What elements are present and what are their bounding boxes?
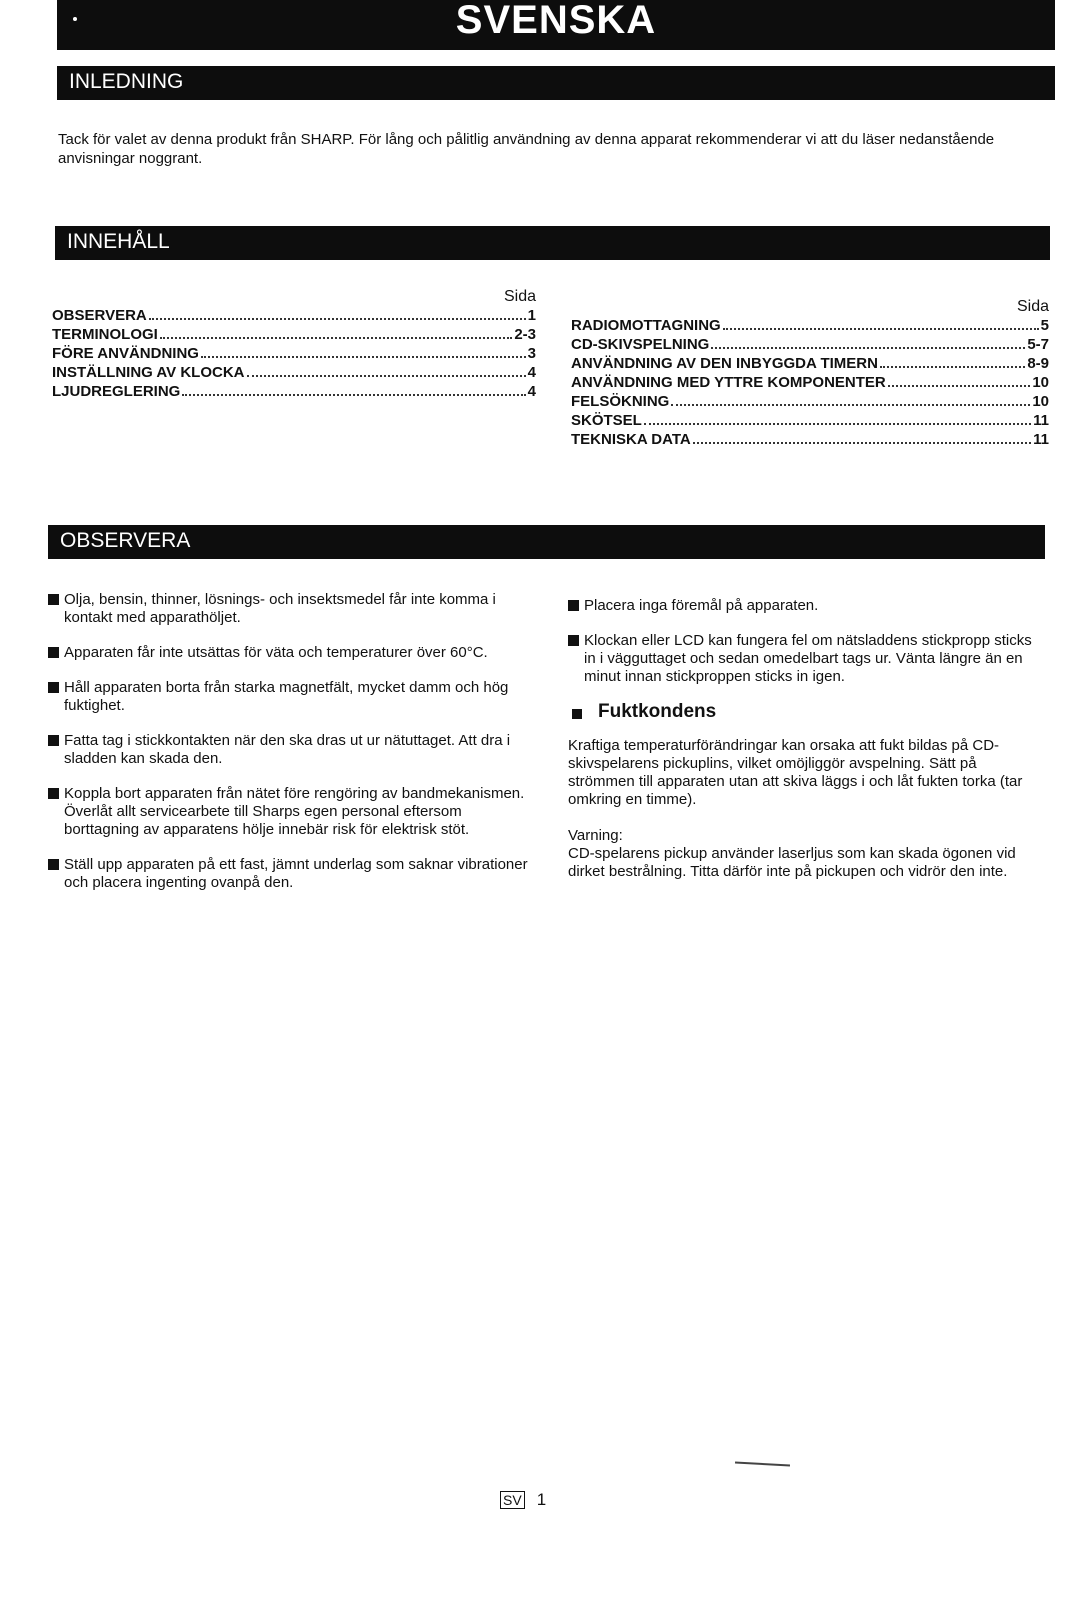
bullet-text: Koppla bort apparaten från nätet före rengöring av bandmekanismen. Överlåt allt servicearbete till Sharps egen personal eftersom borttagning av apparatens hölje innebär risk för elektrisk stöt.: [64, 785, 525, 838]
toc-entry-label: CD-SKIVSPELNING: [571, 336, 710, 353]
observera-bullet-item: [48, 856, 530, 892]
toc-entry-label: RADIOMOTTAGNING: [571, 317, 721, 334]
toc-entry: [52, 306, 536, 325]
page-title-banner: [57, 0, 1055, 50]
square-bullet-icon: [48, 735, 59, 746]
observera-left-column: [48, 591, 530, 909]
fuktkondens-text: Kraftiga temperaturförändringar kan orsaka att fukt bildas på CD-skivspelarens pickuplins, vilket omöjliggör avspelning. Sätt på strömmen till apparaten utan att skiva läggs i och låt fukten torka (tar omkring en timme).: [568, 737, 1023, 808]
bullet-text: Placera inga föremål på apparaten.: [584, 597, 819, 614]
toc-entry: [571, 392, 1049, 411]
intro-paragraph: Tack för valet av denna produkt från SHARP. För lång och pålitlig användning av denna apparat rekommenderar vi att du läser nedanstående anvisningar noggrant.: [58, 131, 995, 167]
toc-dot-leader: [160, 325, 512, 339]
toc-entry-page: 2-3: [514, 326, 536, 343]
toc-entry-page: 3: [527, 345, 536, 362]
toc-entry-page: 1: [527, 307, 536, 324]
toc-entry-page: 4: [527, 364, 536, 381]
toc-dot-leader: [247, 363, 526, 377]
toc-dot-leader: [693, 430, 1031, 444]
scan-smudge-mark: [735, 1462, 790, 1467]
toc-entry-page: 11: [1033, 412, 1049, 429]
toc-entry-page: 11: [1033, 431, 1049, 448]
varning-title: Varning:: [568, 827, 623, 844]
toc-entry-label: OBSERVERA: [52, 307, 147, 324]
observera-bullet-item: [48, 591, 530, 627]
toc-entry: [52, 344, 536, 363]
toc-left-list: [52, 306, 536, 401]
toc-entry-label: ANVÄNDNING AV DEN INBYGGDA TIMERN: [571, 355, 878, 372]
toc-entry: [571, 373, 1049, 392]
observera-right-list: [568, 597, 1042, 686]
toc-dot-leader: [723, 316, 1039, 330]
toc-entry-page: 4: [527, 383, 536, 400]
toc-entry-label: INSTÄLLNING AV KLOCKA: [52, 364, 245, 381]
toc-entry: [571, 411, 1049, 430]
square-bullet-icon: [48, 682, 59, 693]
toc-entry: [571, 430, 1049, 449]
section-title-innehall: INNEHÅLL: [67, 230, 170, 253]
toc-entry-label: FÖRE ANVÄNDNING: [52, 345, 199, 362]
toc-dot-leader: [182, 382, 525, 396]
square-bullet-icon: [48, 594, 59, 605]
toc-entry-label: FELSÖKNING: [571, 393, 670, 410]
fuktkondens-heading: [568, 703, 1042, 721]
observera-bullet-item: [48, 679, 530, 715]
square-bullet-icon: [568, 635, 579, 646]
observera-right-column: [568, 597, 1042, 899]
square-bullet-icon: [48, 788, 59, 799]
toc-entry: [571, 354, 1049, 373]
language-badge: SV: [500, 1491, 525, 1509]
toc-dot-leader: [711, 335, 1025, 349]
toc-dot-leader: [644, 411, 1031, 425]
toc-entry: [52, 382, 536, 401]
toc-dot-leader: [671, 392, 1030, 406]
bullet-text: Olja, bensin, thinner, lösnings- och insektsmedel får inte komma i kontakt med apparathöljet.: [64, 591, 496, 626]
observera-bullet-item: [48, 732, 530, 768]
toc-entry: [52, 363, 536, 382]
toc-page-label: Sida: [503, 288, 536, 305]
toc-entry-page: 10: [1032, 374, 1049, 391]
fuktkondens-title: Fuktkondens: [598, 701, 717, 722]
toc-entry: [52, 325, 536, 344]
toc-right-list: [571, 316, 1049, 449]
square-bullet-icon: [48, 859, 59, 870]
square-bullet-icon: [48, 647, 59, 658]
bullet-text: Klockan eller LCD kan fungera fel om nätsladdens stickpropp sticks in i vägguttaget och sedan omedelbart tags ur. Vänta längre än en minut innan stickproppen sticks in igen.: [584, 632, 1032, 685]
toc-entry-page: 8-9: [1027, 355, 1049, 372]
square-bullet-icon: [568, 600, 579, 611]
toc-page-label: Sida: [1016, 298, 1049, 315]
section-title-inledning: INLEDNING: [69, 70, 184, 93]
observera-bullet-item: [48, 785, 530, 839]
bullet-text: Håll apparaten borta från starka magnetfält, mycket damm och hög fuktighet.: [64, 679, 509, 714]
section-title-observera: OBSERVERA: [60, 529, 191, 552]
toc-dot-leader: [149, 306, 526, 320]
bullet-text: Apparaten får inte utsättas för väta och temperaturer över 60°C.: [64, 644, 488, 661]
toc-entry-label: LJUDREGLERING: [52, 383, 181, 400]
toc-right-column: [571, 297, 1049, 449]
toc-entry-label: TERMINOLOGI: [52, 326, 158, 343]
bullet-text: Ställ upp apparaten på ett fast, jämnt underlag som saknar vibrationer och placera ingenting ovanpå den.: [64, 856, 528, 891]
observera-bullet-item: [568, 597, 1042, 615]
observera-bullet-item: [568, 632, 1042, 686]
toc-entry-label: TEKNISKA DATA: [571, 431, 691, 448]
toc-entry-label: SKÖTSEL: [571, 412, 642, 429]
square-bullet-icon: [572, 709, 582, 719]
observera-bullet-item: [48, 644, 530, 662]
section-header-inledning: [57, 66, 1055, 100]
toc-entry-page: 5: [1040, 317, 1049, 334]
toc-entry: [571, 335, 1049, 354]
toc-entry-page: 5-7: [1027, 336, 1049, 353]
page-title: SVENSKA: [455, 0, 657, 42]
section-header-innehall: [55, 226, 1050, 260]
bullet-text: Fatta tag i stickkontakten när den ska dras ut ur nätuttaget. Att dra i sladden kan skada den.: [64, 732, 511, 767]
varning-text: CD-spelarens pickup använder laserljus som kan skada ögonen vid dirket bestrålning. Titta därför inte på pickupen och vidrör den inte.: [568, 845, 1016, 880]
page-number: 1: [536, 1490, 547, 1509]
toc-dot-leader: [880, 354, 1025, 368]
observera-left-list: [48, 591, 530, 892]
page-footer: [500, 1490, 546, 1510]
toc-dot-leader: [888, 373, 1031, 387]
toc-entry-page: 10: [1032, 393, 1049, 410]
toc-entry: [571, 316, 1049, 335]
toc-left-column: [52, 287, 536, 401]
toc-entry-label: ANVÄNDNING MED YTTRE KOMPONENTER: [571, 374, 886, 391]
toc-dot-leader: [201, 344, 526, 358]
section-header-observera: [48, 525, 1045, 559]
